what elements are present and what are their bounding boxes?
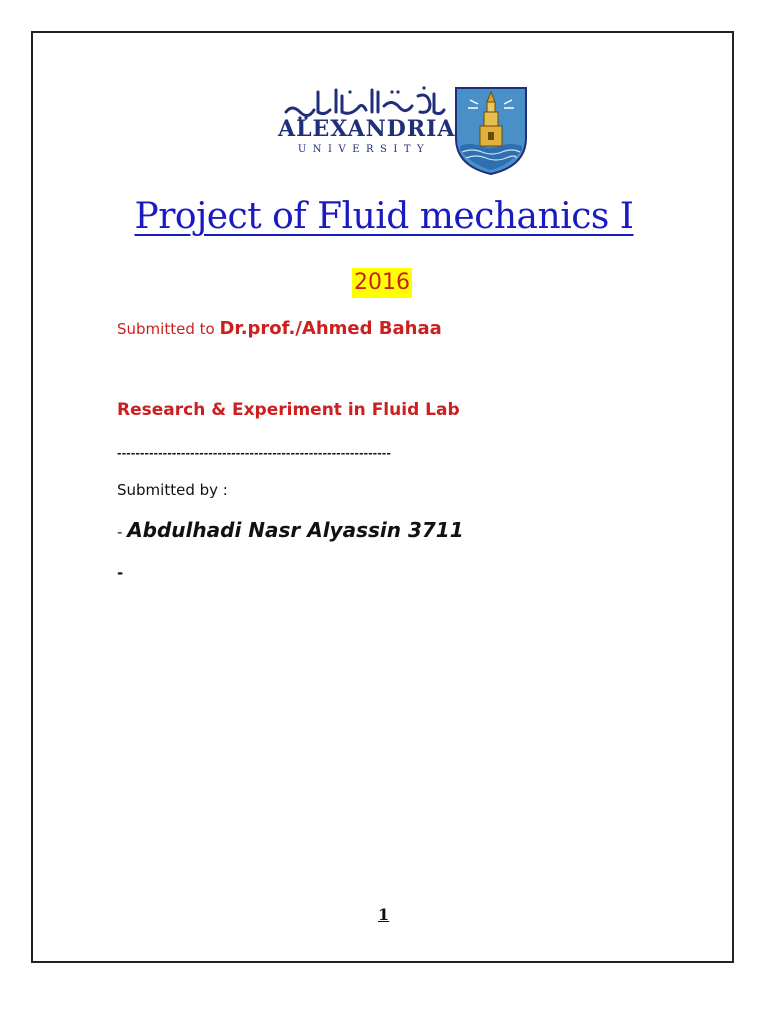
page-number: 1	[378, 905, 390, 924]
submitted-to-name: Dr.prof./Ahmed Bahaa	[219, 318, 442, 339]
second-author-dash: -	[117, 564, 124, 582]
separator-line: ------------------------------------------------------------	[117, 447, 391, 460]
subject-heading: Research & Experiment in Fluid Lab	[117, 400, 460, 420]
university-name-line1: ALEXANDRIA	[278, 116, 456, 142]
author-name: Abdulhadi Nasr Alyassin 3711	[127, 518, 464, 542]
year-highlight: 2016	[352, 268, 412, 298]
submitted-by-label: Submitted by :	[117, 481, 228, 499]
lighthouse-shield-icon	[454, 86, 528, 176]
author-line	[117, 518, 464, 542]
university-logo	[276, 82, 532, 178]
submitted-to-line	[117, 318, 442, 339]
author-dash: -	[117, 523, 128, 541]
university-name-line2: UNIVERSITY	[297, 144, 431, 155]
document-title: Project of Fluid mechanics I	[134, 196, 634, 237]
submitted-to-label: Submitted to	[117, 320, 220, 338]
